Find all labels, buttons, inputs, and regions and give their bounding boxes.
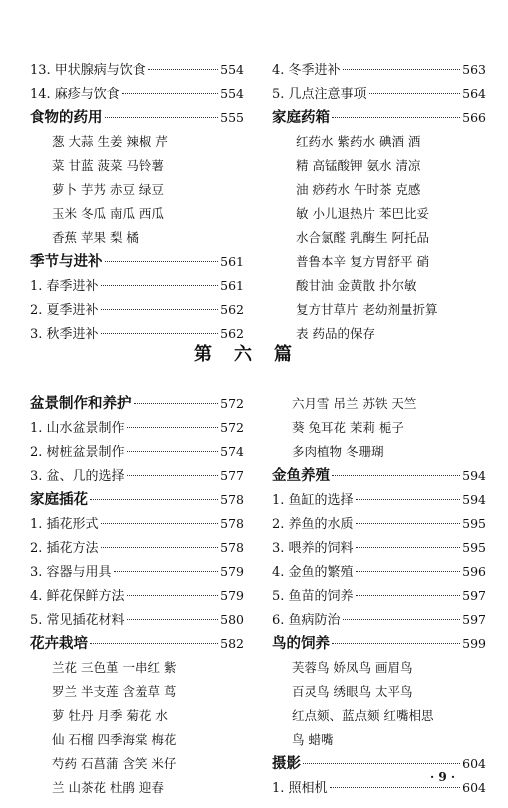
toc-entry[interactable]: [30, 512, 244, 536]
toc-section-heading[interactable]: [272, 632, 486, 656]
toc-entry-title: 3. 盆、几的选择: [30, 469, 125, 484]
toc-section-heading[interactable]: [272, 106, 486, 130]
toc-subentry: 精 高锰酸钾 氨水 清凉: [296, 158, 421, 173]
toc-entry[interactable]: [30, 440, 244, 464]
toc-entry[interactable]: [272, 536, 486, 560]
dot-leader: [101, 547, 219, 548]
toc-entry-page: 572: [220, 396, 244, 411]
toc-entry[interactable]: [272, 584, 486, 608]
toc-subentry: 玉米 冬瓜 南瓜 西瓜: [52, 206, 164, 221]
toc-entry-title: 2. 养鱼的水质: [272, 517, 354, 532]
toc-subentry: 六月雪 吊兰 苏铁 天竺: [292, 396, 417, 411]
dot-leader: [105, 261, 219, 262]
toc-entry-page: 562: [220, 326, 244, 341]
toc-column-bottom-left: [30, 392, 244, 800]
toc-entry[interactable]: [272, 488, 486, 512]
dot-leader: [343, 69, 461, 70]
toc-subentry: 水合氯醛 乳酶生 阿托品: [296, 230, 429, 245]
toc-entry-page: 604: [462, 756, 486, 771]
toc-subentry: 兰 山茶花 杜鹃 迎春: [52, 780, 164, 795]
toc-entry-title: 家庭药箱: [272, 110, 330, 126]
toc-entry-page: 561: [220, 254, 244, 269]
toc-column-bottom-right: [272, 392, 486, 800]
toc-entry-title: 食物的药用: [30, 110, 103, 126]
toc-entry-title: 摄影: [272, 756, 301, 772]
toc-entry-title: 5. 常见插花材料: [30, 613, 125, 628]
toc-entry-title: 季节与进补: [30, 254, 103, 270]
dot-leader: [369, 93, 461, 94]
toc-entry[interactable]: [30, 464, 244, 488]
toc-entry[interactable]: [30, 536, 244, 560]
toc-entry-title: 盆景制作和养护: [30, 396, 132, 412]
toc-entry-page: 595: [462, 516, 486, 531]
dot-leader: [101, 309, 219, 310]
toc-subentry: 菜 甘蓝 菠菜 马铃薯: [52, 158, 164, 173]
dot-leader: [356, 523, 461, 524]
toc-entry-title: 4. 冬季进补: [272, 63, 341, 78]
toc-entry-title: 5. 鱼苗的饲养: [272, 589, 354, 604]
toc-entry-title: 金鱼养殖: [272, 468, 330, 484]
toc-subentry: 敏 小儿退热片 苯巴比妥: [296, 206, 429, 221]
toc-entry[interactable]: [30, 82, 244, 106]
toc-entry-page: 597: [462, 612, 486, 627]
toc-entry[interactable]: [272, 58, 486, 82]
dot-leader: [122, 93, 218, 94]
toc-entry-page: 554: [220, 62, 244, 77]
toc-entry-title: 花卉栽培: [30, 636, 88, 652]
toc-subentry: 葵 兔耳花 茉莉 栀子: [292, 420, 404, 435]
dot-leader: [330, 787, 461, 788]
toc-subentry: 复方甘草片 老幼剂量折算: [296, 302, 438, 317]
toc-subentry: 芍药 石菖蒲 含笑 米仔: [52, 756, 177, 771]
toc-subentry: 葱 大蒜 生姜 辣椒 芹: [52, 134, 168, 149]
toc-section-heading[interactable]: [30, 392, 244, 416]
dot-leader: [105, 117, 219, 118]
toc-entry-title: 3. 喂养的饲料: [272, 541, 354, 556]
toc-entry-title: 1. 照相机: [272, 781, 328, 796]
toc-entry[interactable]: [30, 416, 244, 440]
toc-subentry: 酸甘油 金黄散 扑尔敏: [296, 278, 417, 293]
toc-entry-title: 鸟的饲养: [272, 636, 330, 652]
toc-entry-page: 579: [220, 588, 244, 603]
toc-entry[interactable]: [272, 512, 486, 536]
page-number: · 9 ·: [430, 770, 456, 784]
dot-leader: [114, 571, 219, 572]
dot-leader: [134, 403, 219, 404]
toc-entry-title: 4. 金鱼的繁殖: [272, 565, 354, 580]
dot-leader: [90, 499, 218, 500]
dot-leader: [127, 427, 219, 428]
dot-leader: [332, 475, 460, 476]
dot-leader: [148, 69, 218, 70]
toc-entry-page: 554: [220, 86, 244, 101]
toc-entry-page: 594: [462, 492, 486, 507]
toc-entry-title: 1. 插花形式: [30, 517, 99, 532]
dot-leader: [356, 499, 461, 500]
dot-leader: [356, 571, 461, 572]
part-title: 第六篇: [194, 344, 314, 365]
dot-leader: [303, 763, 460, 764]
toc-entry[interactable]: [30, 560, 244, 584]
toc-entry-title: 3. 秋季进补: [30, 327, 99, 342]
toc-entry-page: 604: [462, 780, 486, 795]
toc-subentry: 仙 石榴 四季海棠 梅花: [52, 732, 177, 747]
toc-entry-page: 599: [462, 636, 486, 651]
toc-subentry: 罗兰 半支莲 含羞草 茑: [52, 684, 177, 699]
toc-subentry: 萝卜 芋艿 赤豆 绿豆: [52, 182, 164, 197]
toc-entry[interactable]: [30, 608, 244, 632]
toc-entry-title: 14. 麻疹与饮食: [30, 87, 120, 102]
toc-section-heading[interactable]: [30, 250, 244, 274]
toc-column-top-left: [30, 58, 244, 346]
toc-entry[interactable]: [30, 298, 244, 322]
toc-entry-page: 577: [220, 468, 244, 483]
toc-entry-title: 2. 夏季进补: [30, 303, 99, 318]
toc-subentry: 兰花 三色堇 一串红 紫: [52, 660, 177, 675]
toc-entry-title: 1. 春季进补: [30, 279, 99, 294]
dot-leader: [332, 643, 460, 644]
toc-entry-page: 563: [462, 62, 486, 77]
dot-leader: [101, 523, 219, 524]
dot-leader: [101, 333, 219, 334]
dot-leader: [127, 475, 219, 476]
toc-entry-page: 561: [220, 278, 244, 293]
toc-subentry: 油 痧药水 午时茶 克感: [296, 182, 421, 197]
dot-leader: [127, 451, 219, 452]
toc-entry[interactable]: [272, 608, 486, 632]
toc-subentry: 多肉植物 冬珊瑚: [292, 444, 384, 459]
dot-leader: [127, 595, 219, 596]
toc-entry[interactable]: [30, 274, 244, 298]
toc-entry-page: 596: [462, 564, 486, 579]
dot-leader: [101, 285, 219, 286]
toc-entry-page: 574: [220, 444, 244, 459]
toc-subentry: 红药水 紫药水 碘酒 酒: [296, 134, 421, 149]
toc-entry-title: 13. 甲状腺病与饮食: [30, 63, 146, 78]
toc-entry-page: 578: [220, 516, 244, 531]
toc-entry[interactable]: [272, 82, 486, 106]
toc-subentry: 萝 牡丹 月季 菊花 水: [52, 708, 168, 723]
dot-leader: [343, 619, 461, 620]
toc-entry-title: 4. 鲜花保鲜方法: [30, 589, 125, 604]
toc-entry-page: 566: [462, 110, 486, 125]
toc-entry-title: 5. 几点注意事项: [272, 87, 367, 102]
toc-section-heading[interactable]: [30, 106, 244, 130]
toc-entry-page: 582: [220, 636, 244, 651]
toc-subentry: 红点颏、蓝点颏 红嘴相思: [292, 708, 434, 723]
toc-subentry: 芙蓉鸟 娇凤鸟 画眉鸟: [292, 660, 413, 675]
toc-entry-page: 562: [220, 302, 244, 317]
toc-entry-page: 594: [462, 468, 486, 483]
toc-entry-title: 2. 树桩盆景制作: [30, 445, 125, 460]
dot-leader: [356, 547, 461, 548]
toc-entry-title: 6. 鱼病防治: [272, 613, 341, 628]
dot-leader: [127, 619, 219, 620]
toc-entry-page: 597: [462, 588, 486, 603]
toc-entry-page: 579: [220, 564, 244, 579]
toc-entry-title: 3. 容器与用具: [30, 565, 112, 580]
toc-entry-title: 家庭插花: [30, 492, 88, 508]
toc-entry-page: 578: [220, 540, 244, 555]
toc-entry-page: 580: [220, 612, 244, 627]
toc-subentry: 普鲁本辛 复方胃舒平 硝: [296, 254, 429, 269]
toc-entry-title: 1. 鱼缸的选择: [272, 493, 354, 508]
dot-leader: [332, 117, 460, 118]
dot-leader: [90, 643, 218, 644]
toc-subentry: 表 药品的保存: [296, 326, 375, 341]
toc-entry[interactable]: [30, 58, 244, 82]
toc-subentry: 香蕉 苹果 梨 橘: [52, 230, 139, 245]
toc-subentry: 鸟 蜡嘴: [292, 732, 334, 747]
toc-subentry: 百灵鸟 绣眼鸟 太平鸟: [292, 684, 413, 699]
toc-entry-page: 564: [462, 86, 486, 101]
toc-entry-page: 555: [220, 110, 244, 125]
toc-entry-title: 1. 山水盆景制作: [30, 421, 125, 436]
toc-entry-page: 595: [462, 540, 486, 555]
toc-entry[interactable]: [272, 560, 486, 584]
toc-entry-title: 2. 插花方法: [30, 541, 99, 556]
toc-section-heading[interactable]: [272, 464, 486, 488]
toc-entry[interactable]: [30, 584, 244, 608]
toc-column-top-right: [272, 58, 486, 346]
dot-leader: [356, 595, 461, 596]
toc-section-heading[interactable]: [30, 632, 244, 656]
toc-entry-page: 578: [220, 492, 244, 507]
toc-section-heading[interactable]: [30, 488, 244, 512]
toc-entry-page: 572: [220, 420, 244, 435]
